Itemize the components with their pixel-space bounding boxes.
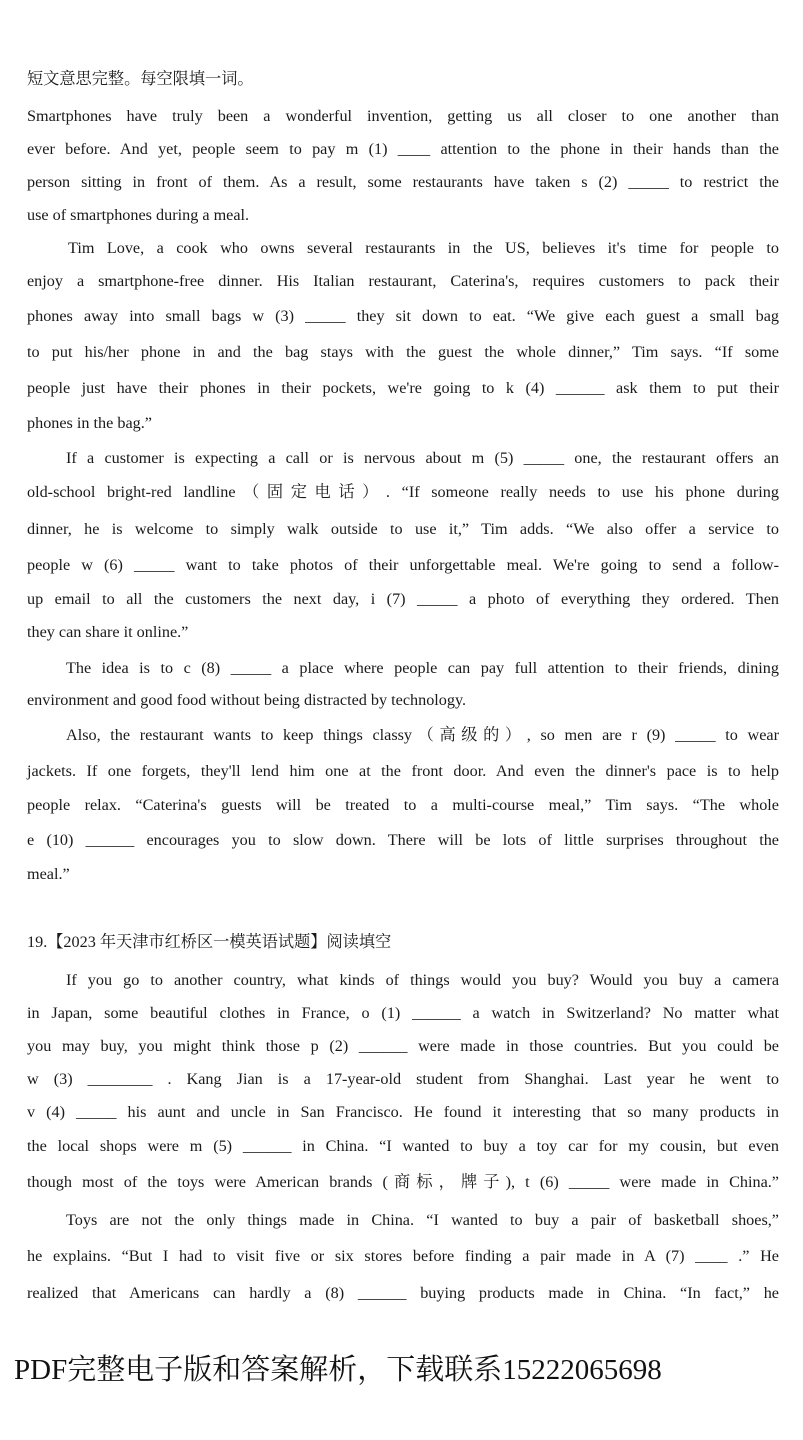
passage-19-line: Toys are not the only things made in China. “I wanted to buy a pair of basketball shoes,” bbox=[66, 1211, 779, 1229]
passage-18-line: Tim Love, a cook who owns several restaurants in the US, believes it's time for people to bbox=[68, 239, 779, 257]
passage-19-line: If you go to another country, what kinds of things would you buy? Would you buy a camera bbox=[66, 971, 779, 989]
passage-18-line: up email to all the customers the next day, i (7) _____ a photo of everything they ordered. Then bbox=[27, 590, 779, 608]
passage-18-line: to put his/her phone in and the bag stays with the guest the whole dinner,” Tim says. “If some bbox=[27, 343, 779, 361]
passage-18-line: The idea is to c (8) _____ a place where people can pay full attention to their friends, dining bbox=[66, 659, 779, 677]
passage-18-instruction: 短文意思完整。每空限填一词。 bbox=[27, 70, 254, 88]
passage-18-line: enjoy a smartphone-free dinner. His Italian restaurant, Caterina's, requires customers to pack their bbox=[27, 272, 779, 290]
passage-18-line: people w (6) _____ want to take photos of their unforgettable meal. We're going to send a follow- bbox=[27, 556, 779, 574]
passage-19-line: the local shops were m (5) ______ in China. “I wanted to buy a toy car for my cousin, but even bbox=[27, 1137, 779, 1155]
passage-19-line: realized that Americans can hardly a (8) ______ buying products made in China. “In fact,” he bbox=[27, 1284, 779, 1302]
passage-19-line: in Japan, some beautiful clothes in France, o (1) ______ a watch in Switzerland? No matter what bbox=[27, 1004, 779, 1022]
passage-18-line: jackets. If one forgets, they'll lend him one at the front door. And even the dinner's pace is to help bbox=[27, 762, 779, 780]
passage-18-line: phones away into small bags w (3) _____ they sit down to eat. “We give each guest a small bag bbox=[27, 307, 779, 325]
passage-18-line: environment and good food without being distracted by technology. bbox=[27, 691, 467, 709]
passage-19-line: he explains. “But I had to visit five or six stores before finding a pair made in A (7) ____ .” He bbox=[27, 1247, 779, 1265]
passage-19-line: v (4) _____ his aunt and uncle in San Francisco. He found it interesting that so many products in bbox=[27, 1103, 779, 1121]
passage-18-line: dinner, he is welcome to simply walk outside to use it,” Tim adds. “We also offer a service to bbox=[27, 520, 779, 538]
passage-18-line: e (10) ______ encourages you to slow down. There will be lots of little surprises throughout the bbox=[27, 831, 779, 849]
question-19-heading: 19.【2023 年天津市红桥区一模英语试题】阅读填空 bbox=[27, 933, 392, 951]
download-contact-banner: PDF完整电子版和答案解析，下载联系15222065698 bbox=[14, 1354, 662, 1386]
passage-18-line: person sitting in front of them. As a result, some restaurants have taken s (2) _____ to restrict the bbox=[27, 173, 779, 191]
passage-18-line: people just have their phones in their pockets, we're going to k (4) ______ ask them to put their bbox=[27, 379, 779, 397]
passage-18-line: Smartphones have truly been a wonderful invention, getting us all closer to one another than bbox=[27, 107, 779, 125]
passage-18-line: old-school bright-red landline（固定电话）. “If someone really needs to use his phone during bbox=[27, 483, 779, 501]
passage-18-line: they can share it online.” bbox=[27, 623, 189, 641]
passage-19-line: though most of the toys were American brands (商标，牌子), t (6) _____ were made in China.” bbox=[27, 1173, 779, 1191]
passage-19-line: you may buy, you might think those p (2) ______ were made in those countries. But you could be bbox=[27, 1037, 779, 1055]
passage-18-line: ever before. And yet, people seem to pay m (1) ____ attention to the phone in their hands than the bbox=[27, 140, 779, 158]
passage-18-line: meal.” bbox=[27, 865, 70, 883]
passage-18-line: people relax. “Caterina's guests will be treated to a multi-course meal,” Tim says. “The whole bbox=[27, 796, 779, 814]
passage-18-line: phones in the bag.” bbox=[27, 414, 152, 432]
passage-18-line: use of smartphones during a meal. bbox=[27, 206, 250, 224]
passage-18-line: Also, the restaurant wants to keep things classy（高级的）, so men are r (9) _____ to wear bbox=[66, 726, 779, 744]
passage-18-line: If a customer is expecting a call or is nervous about m (5) _____ one, the restaurant offers an bbox=[66, 449, 779, 467]
passage-19-line: w (3) ________ . Kang Jian is a 17-year-old student from Shanghai. Last year he went to bbox=[27, 1070, 779, 1088]
